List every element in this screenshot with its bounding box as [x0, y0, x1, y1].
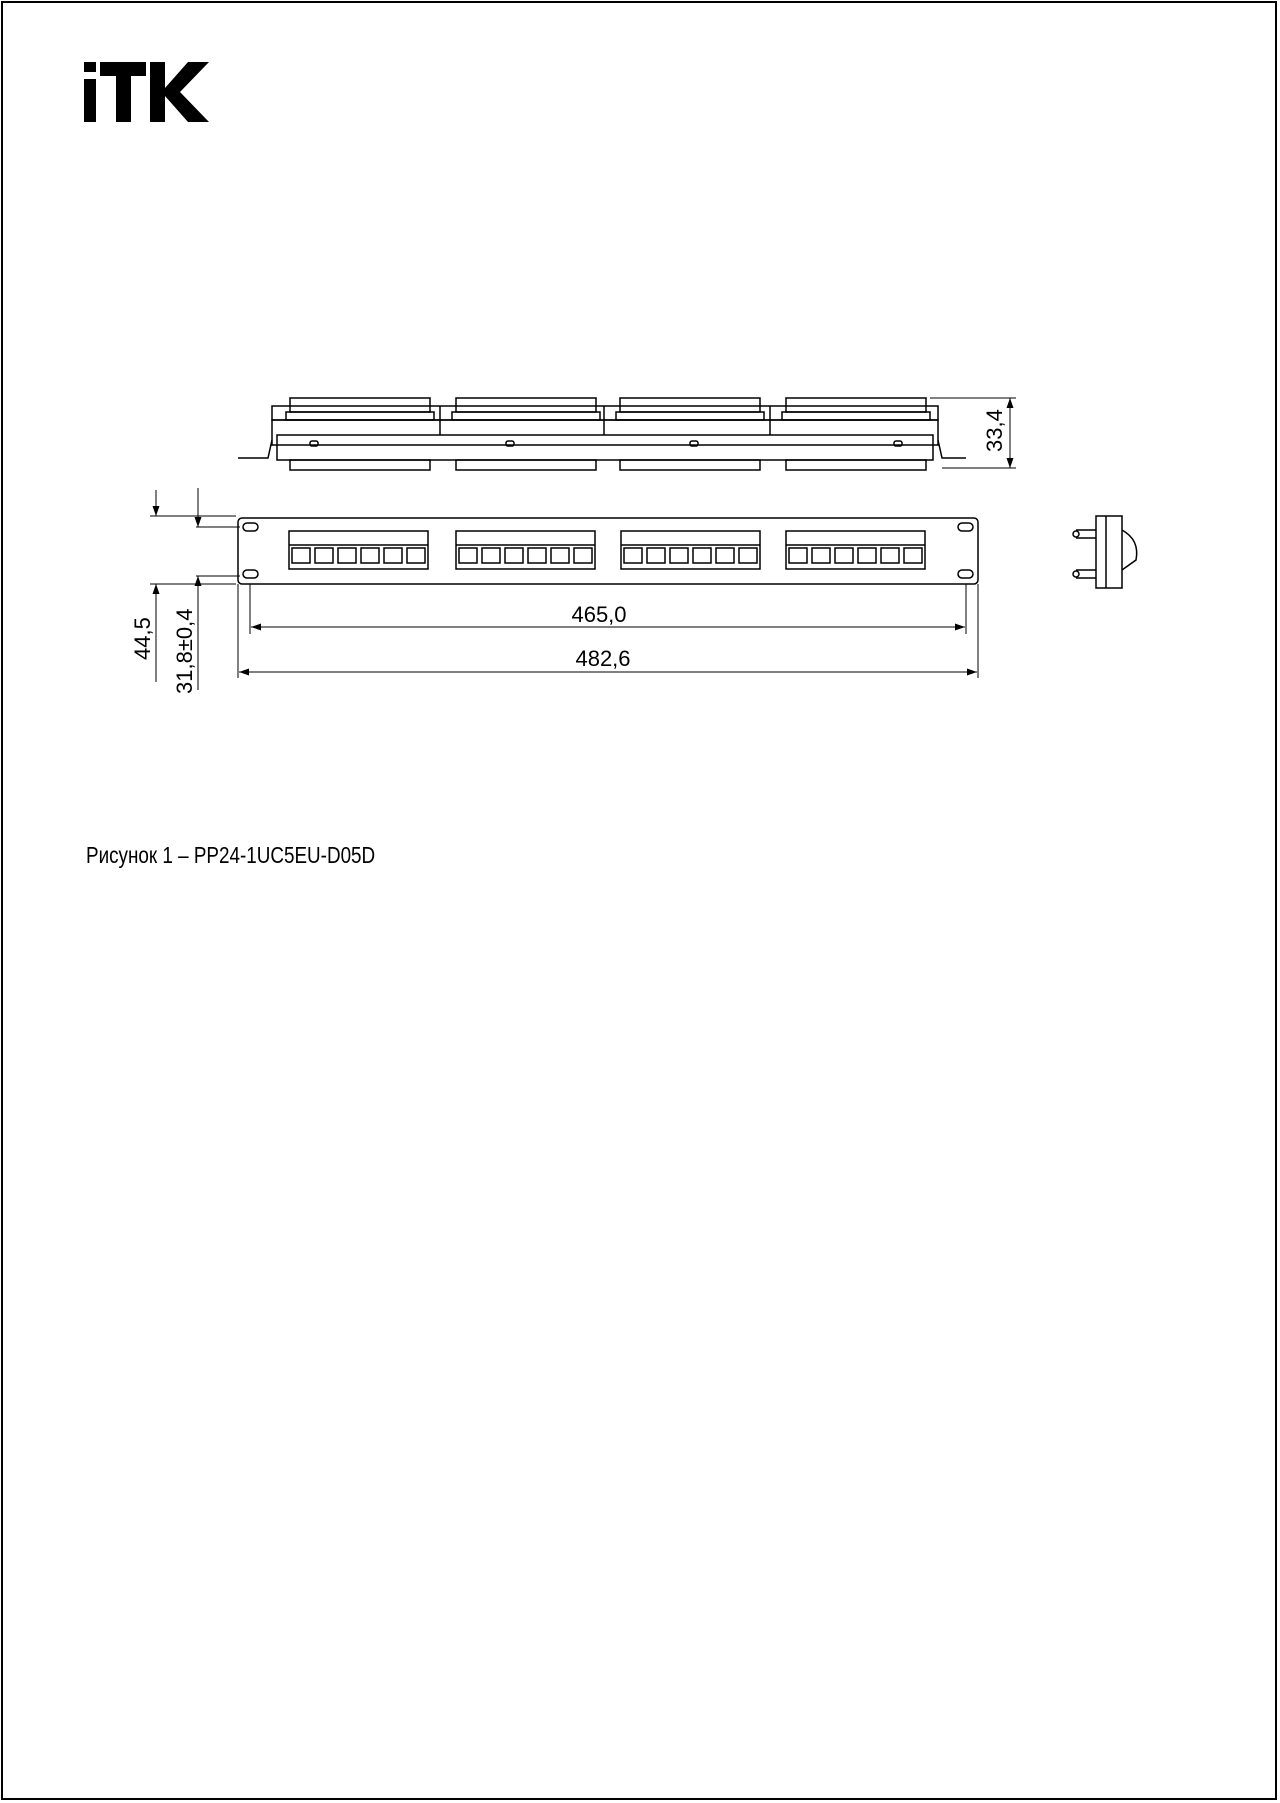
module-top-4 [782, 398, 930, 420]
mount-hole [958, 570, 973, 578]
front-view [238, 518, 978, 584]
figure-caption: Рисунок 1 – PP24-1UC5EU-D05D [86, 842, 376, 868]
module-top-1 [286, 398, 434, 420]
overall-width-label: 482,6 [575, 646, 631, 671]
hole-span-label: 465,0 [571, 602, 627, 627]
hole-spacing-label: 31,8±0,4 [172, 608, 197, 694]
depth-label: 33,4 [982, 409, 1007, 452]
side-view [1073, 516, 1137, 588]
panel-height-label: 44,5 [130, 617, 155, 660]
port-module-3 [621, 531, 760, 569]
port-module-2 [456, 531, 595, 569]
top-view [238, 398, 966, 470]
mount-hole [958, 523, 973, 531]
mount-hole [243, 570, 258, 578]
port-module-4 [786, 531, 925, 569]
port-module-1 [289, 531, 428, 569]
module-top-2 [452, 398, 600, 420]
module-top-3 [616, 398, 764, 420]
mount-hole [243, 523, 258, 531]
